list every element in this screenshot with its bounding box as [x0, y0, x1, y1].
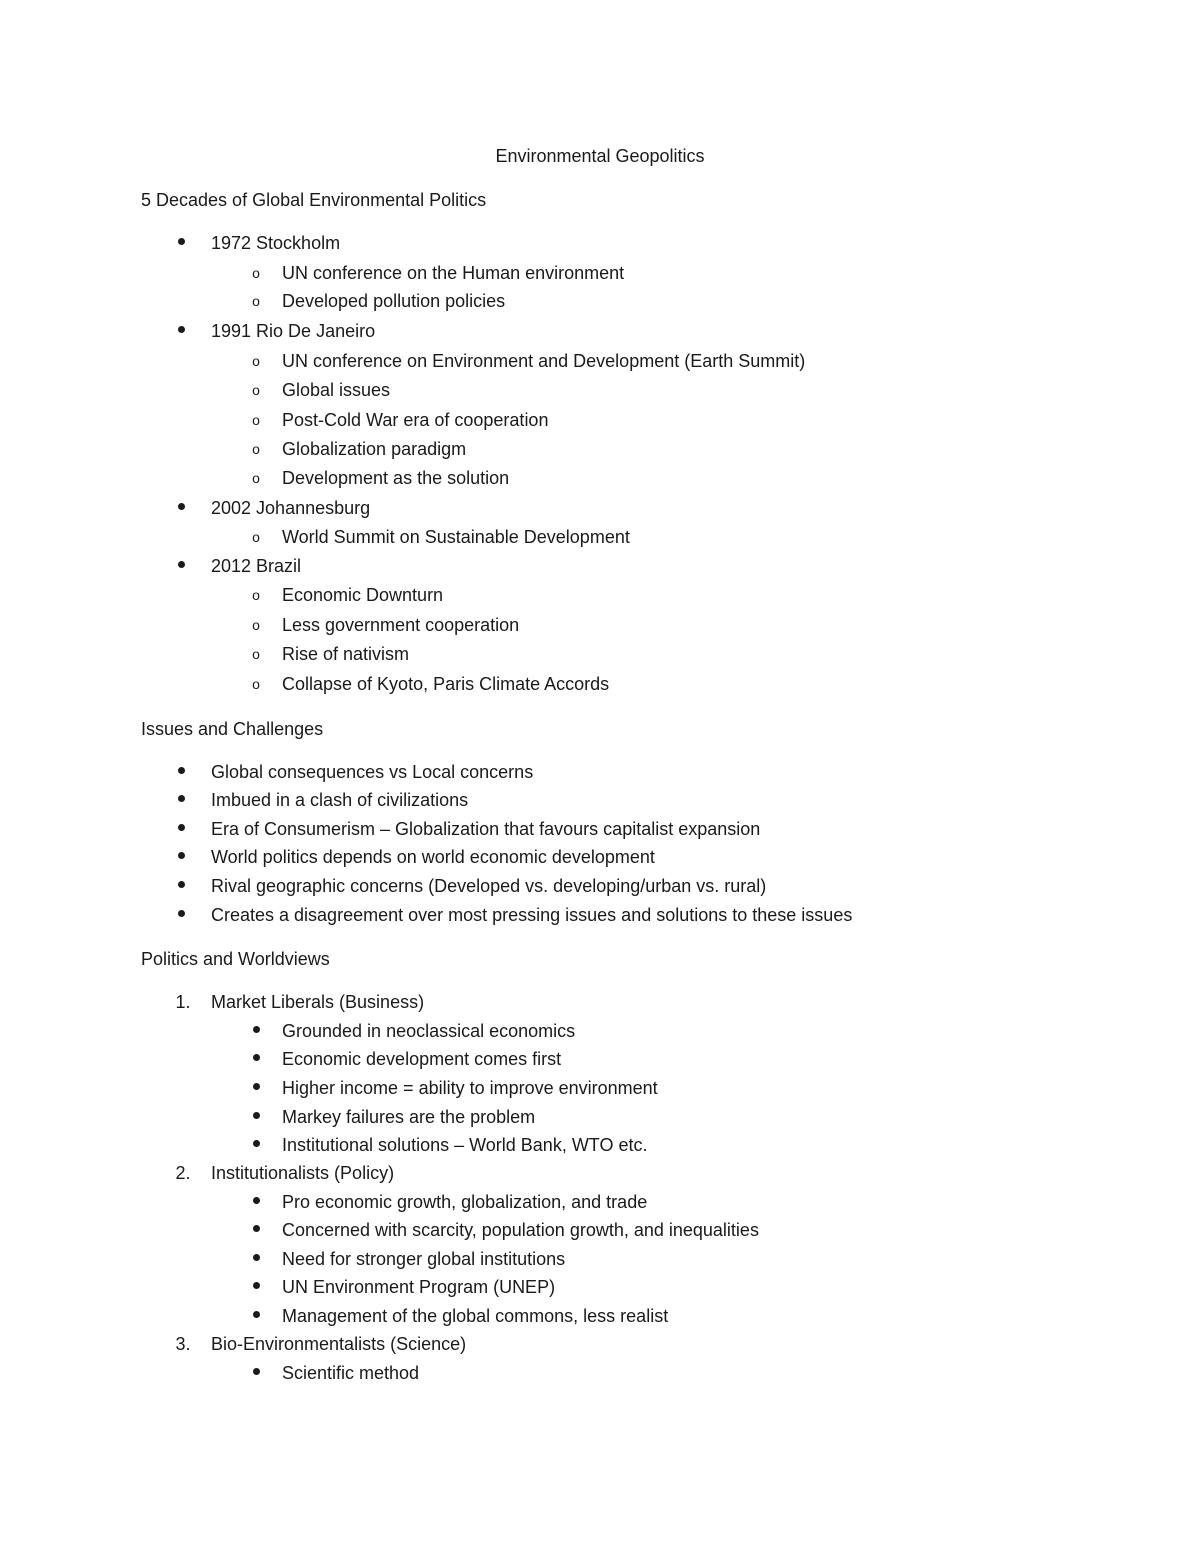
bullet-icon — [241, 1248, 271, 1269]
bullet-icon — [241, 1305, 271, 1326]
bullet-icon — [166, 497, 196, 518]
sub-list-item: Economic Downturn — [282, 585, 444, 605]
circle-bullet-icon: o — [252, 587, 260, 603]
list-number: 3. — [175, 1334, 191, 1354]
sub-list-item: Management of the global commons, less realist — [282, 1306, 669, 1326]
circle-bullet-icon: o — [252, 676, 260, 692]
bullet-icon — [241, 1048, 271, 1069]
section-heading: Issues and Challenges — [141, 719, 324, 739]
bullet-icon — [166, 846, 196, 867]
sub-list-item: Collapse of Kyoto, Paris Climate Accords — [282, 674, 610, 694]
bullet-icon — [166, 761, 196, 782]
bullet-icon — [166, 320, 196, 341]
section-heading: 5 Decades of Global Environmental Politics — [141, 190, 487, 210]
list-item: Imbued in a clash of civilizations — [211, 790, 469, 810]
sub-list-item: UN conference on Environment and Development (Earth Summit) — [282, 351, 806, 371]
bullet-icon — [166, 232, 196, 253]
sub-list-item: Concerned with scarcity, population growth, and inequalities — [282, 1220, 759, 1240]
list-item: 2012 Brazil — [211, 556, 302, 576]
list-item: Market Liberals (Business) — [211, 992, 425, 1012]
list-item: Creates a disagreement over most pressing issues and solutions to these issues — [211, 905, 853, 925]
circle-bullet-icon: o — [252, 470, 260, 486]
sub-list-item: Higher income = ability to improve environment — [282, 1078, 658, 1098]
circle-bullet-icon: o — [252, 441, 260, 457]
sub-list-item: Markey failures are the problem — [282, 1107, 536, 1127]
bullet-icon — [166, 555, 196, 576]
list-item: Global consequences vs Local concerns — [211, 762, 534, 782]
sub-list-item: Pro economic growth, globalization, and trade — [282, 1192, 648, 1212]
bullet-icon — [241, 1276, 271, 1297]
circle-bullet-icon: o — [252, 353, 260, 369]
circle-bullet-icon: o — [252, 293, 260, 309]
bullet-icon — [241, 1191, 271, 1212]
sub-list-item: UN conference on the Human environment — [282, 263, 625, 283]
bullet-icon — [241, 1077, 271, 1098]
list-number: 2. — [175, 1163, 191, 1183]
sub-list-item: Post-Cold War era of cooperation — [282, 410, 549, 430]
list-item: 1991 Rio De Janeiro — [211, 321, 376, 341]
bullet-icon — [241, 1020, 271, 1041]
list-item: Rival geographic concerns (Developed vs. developing/urban vs. rural) — [211, 876, 767, 896]
circle-bullet-icon: o — [252, 265, 260, 281]
list-item: Institutionalists (Policy) — [211, 1163, 395, 1183]
sub-list-item: Global issues — [282, 380, 391, 400]
sub-list-item: Rise of nativism — [282, 644, 410, 664]
sub-list-item: Need for stronger global institutions — [282, 1249, 566, 1269]
bullet-icon — [241, 1219, 271, 1240]
sub-list-item: Less government cooperation — [282, 615, 520, 635]
sub-list-item: Grounded in neoclassical economics — [282, 1021, 576, 1041]
section-heading: Politics and Worldviews — [141, 949, 330, 969]
list-item: 2002 Johannesburg — [211, 498, 371, 518]
sub-list-item: World Summit on Sustainable Development — [282, 527, 630, 547]
circle-bullet-icon: o — [252, 617, 260, 633]
list-item: Bio-Environmentalists (Science) — [211, 1334, 467, 1354]
list-item: 1972 Stockholm — [211, 233, 341, 253]
sub-list-item: Developed pollution policies — [282, 291, 506, 311]
circle-bullet-icon: o — [252, 529, 260, 545]
sub-list-item: Scientific method — [282, 1363, 420, 1383]
bullet-icon — [166, 904, 196, 925]
list-number: 1. — [175, 992, 191, 1012]
sub-list-item: Globalization paradigm — [282, 439, 467, 459]
sub-list-item: Economic development comes first — [282, 1049, 562, 1069]
bullet-icon — [166, 875, 196, 896]
circle-bullet-icon: o — [252, 646, 260, 662]
sub-list-item: UN Environment Program (UNEP) — [282, 1277, 556, 1297]
circle-bullet-icon: o — [252, 382, 260, 398]
sub-list-item: Development as the solution — [282, 468, 510, 488]
sub-list-item: Institutional solutions – World Bank, WTO etc. — [282, 1135, 648, 1155]
bullet-icon — [166, 789, 196, 810]
bullet-icon — [241, 1362, 271, 1383]
circle-bullet-icon: o — [252, 412, 260, 428]
list-item: World politics depends on world economic development — [211, 847, 655, 867]
page-title: Environmental Geopolitics — [495, 146, 705, 166]
bullet-icon — [241, 1106, 271, 1127]
bullet-icon — [241, 1134, 271, 1155]
bullet-icon — [166, 818, 196, 839]
list-item: Era of Consumerism – Globalization that favours capitalist expansion — [211, 819, 761, 839]
